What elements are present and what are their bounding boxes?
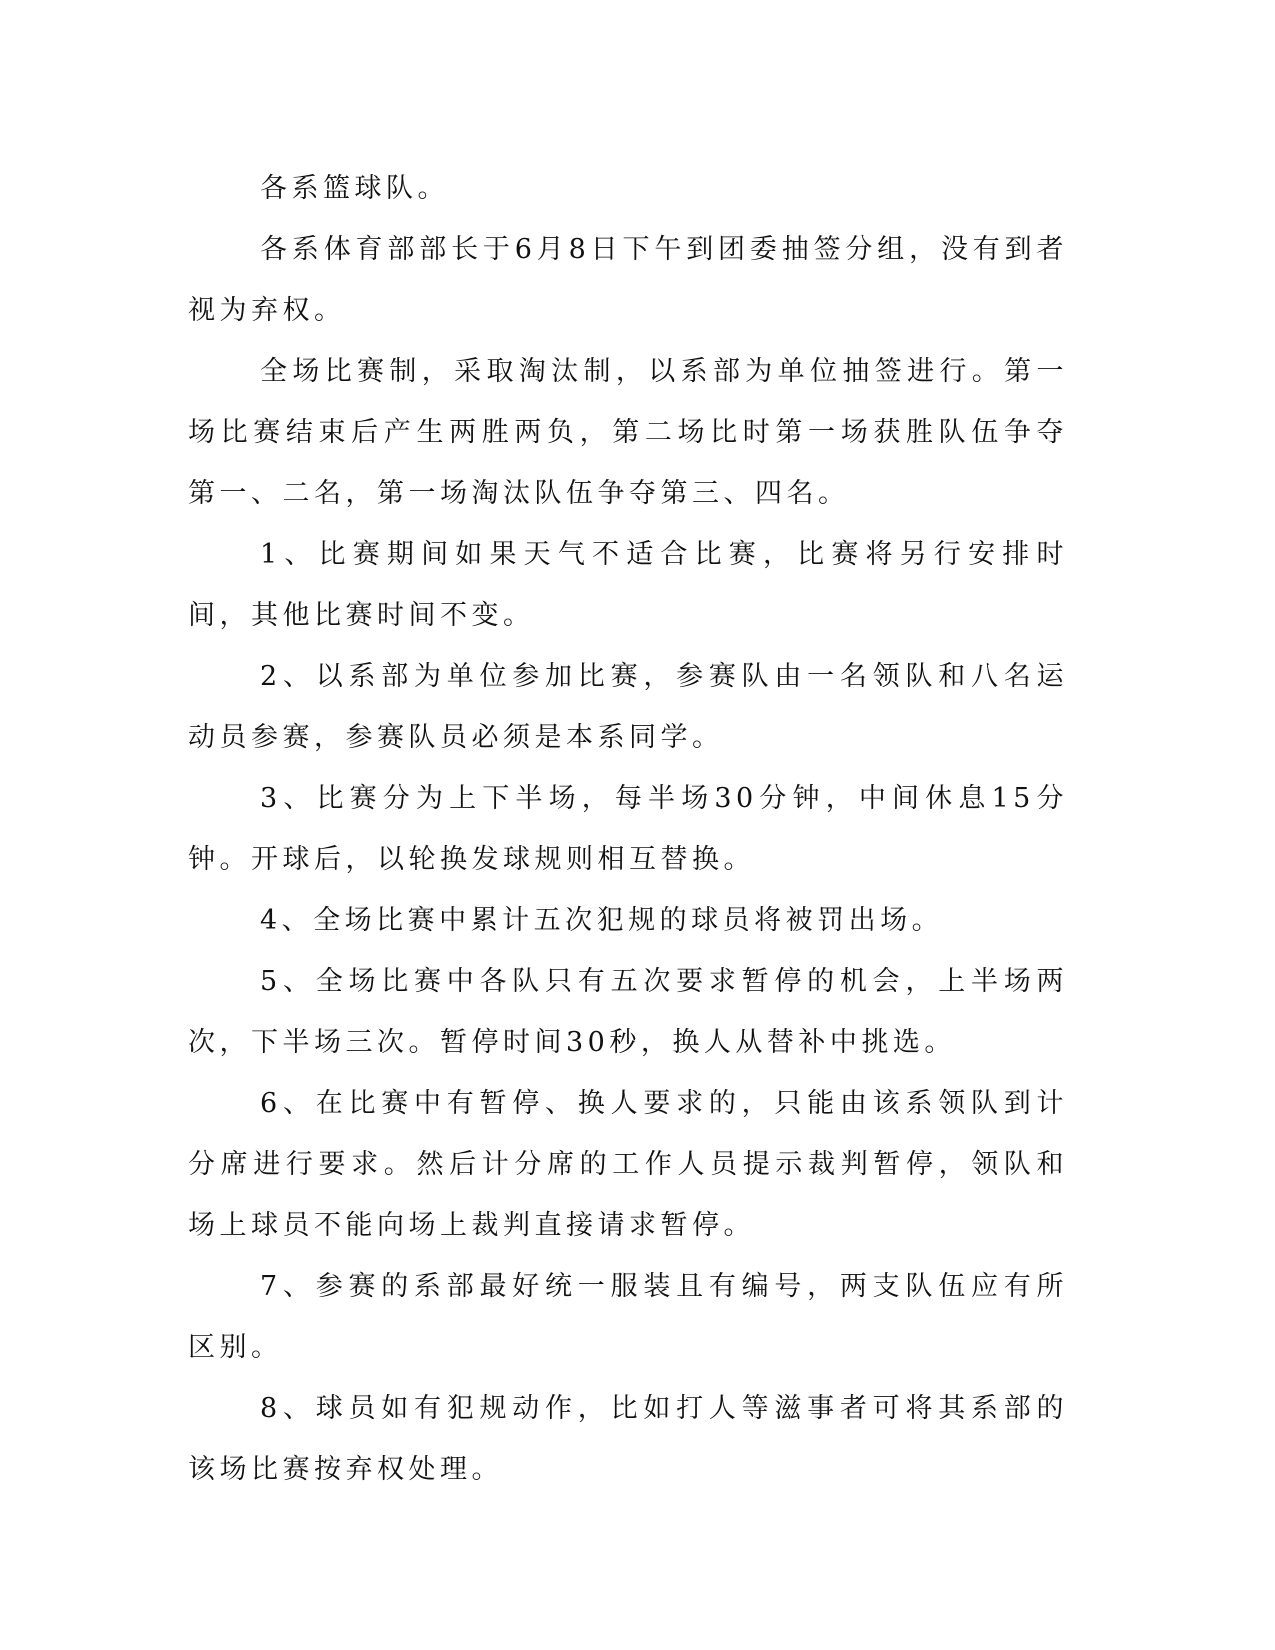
paragraph-rule-6: 6、在比赛中有暂停、换人要求的，只能由该系领队到计分席进行要求。然后计分席的工作人员提示裁判暂停，领队和场上球员不能向场上裁判直接请求暂停。 — [188, 1088, 1068, 1241]
paragraph-draw: 各系体育部部长于6月8日下午到团委抽签分组，没有到者视为弃权。 — [188, 234, 1068, 326]
paragraph-rule-5: 5、全场比赛中各队只有五次要求暂停的机会，上半场两次，下半场三次。暂停时间30秒，换人从替补中挑选。 — [188, 966, 1068, 1058]
paragraph-rule-1: 1、比赛期间如果天气不适合比赛，比赛将另行安排时间，其他比赛时间不变。 — [188, 539, 1068, 631]
paragraph-rule-2: 2、以系部为单位参加比赛，参赛队由一名领队和八名运动员参赛，参赛队员必须是本系同学。 — [188, 661, 1068, 753]
paragraph-participants: 各系篮球队。 — [260, 173, 449, 204]
paragraph-rule-7: 7、参赛的系部最好统一服装且有编号，两支队伍应有所区别。 — [188, 1271, 1068, 1363]
document-body — [188, 158, 1068, 1500]
paragraph-rule-8: 8、球员如有犯规动作，比如打人等滋事者可将其系部的该场比赛按弃权处理。 — [188, 1393, 1068, 1485]
paragraph-rule-3: 3、比赛分为上下半场，每半场30分钟，中间休息15分钟。开球后，以轮换发球规则相互替换。 — [188, 783, 1068, 875]
paragraph-rule-4: 4、全场比赛中累计五次犯规的球员将被罚出场。 — [260, 905, 944, 936]
paragraph-format: 全场比赛制，采取淘汰制，以系部为单位抽签进行。第一场比赛结束后产生两胜两负，第二场比时第一场获胜队伍争夺第一、二名，第一场淘汰队伍争夺第三、四名。 — [188, 356, 1068, 509]
